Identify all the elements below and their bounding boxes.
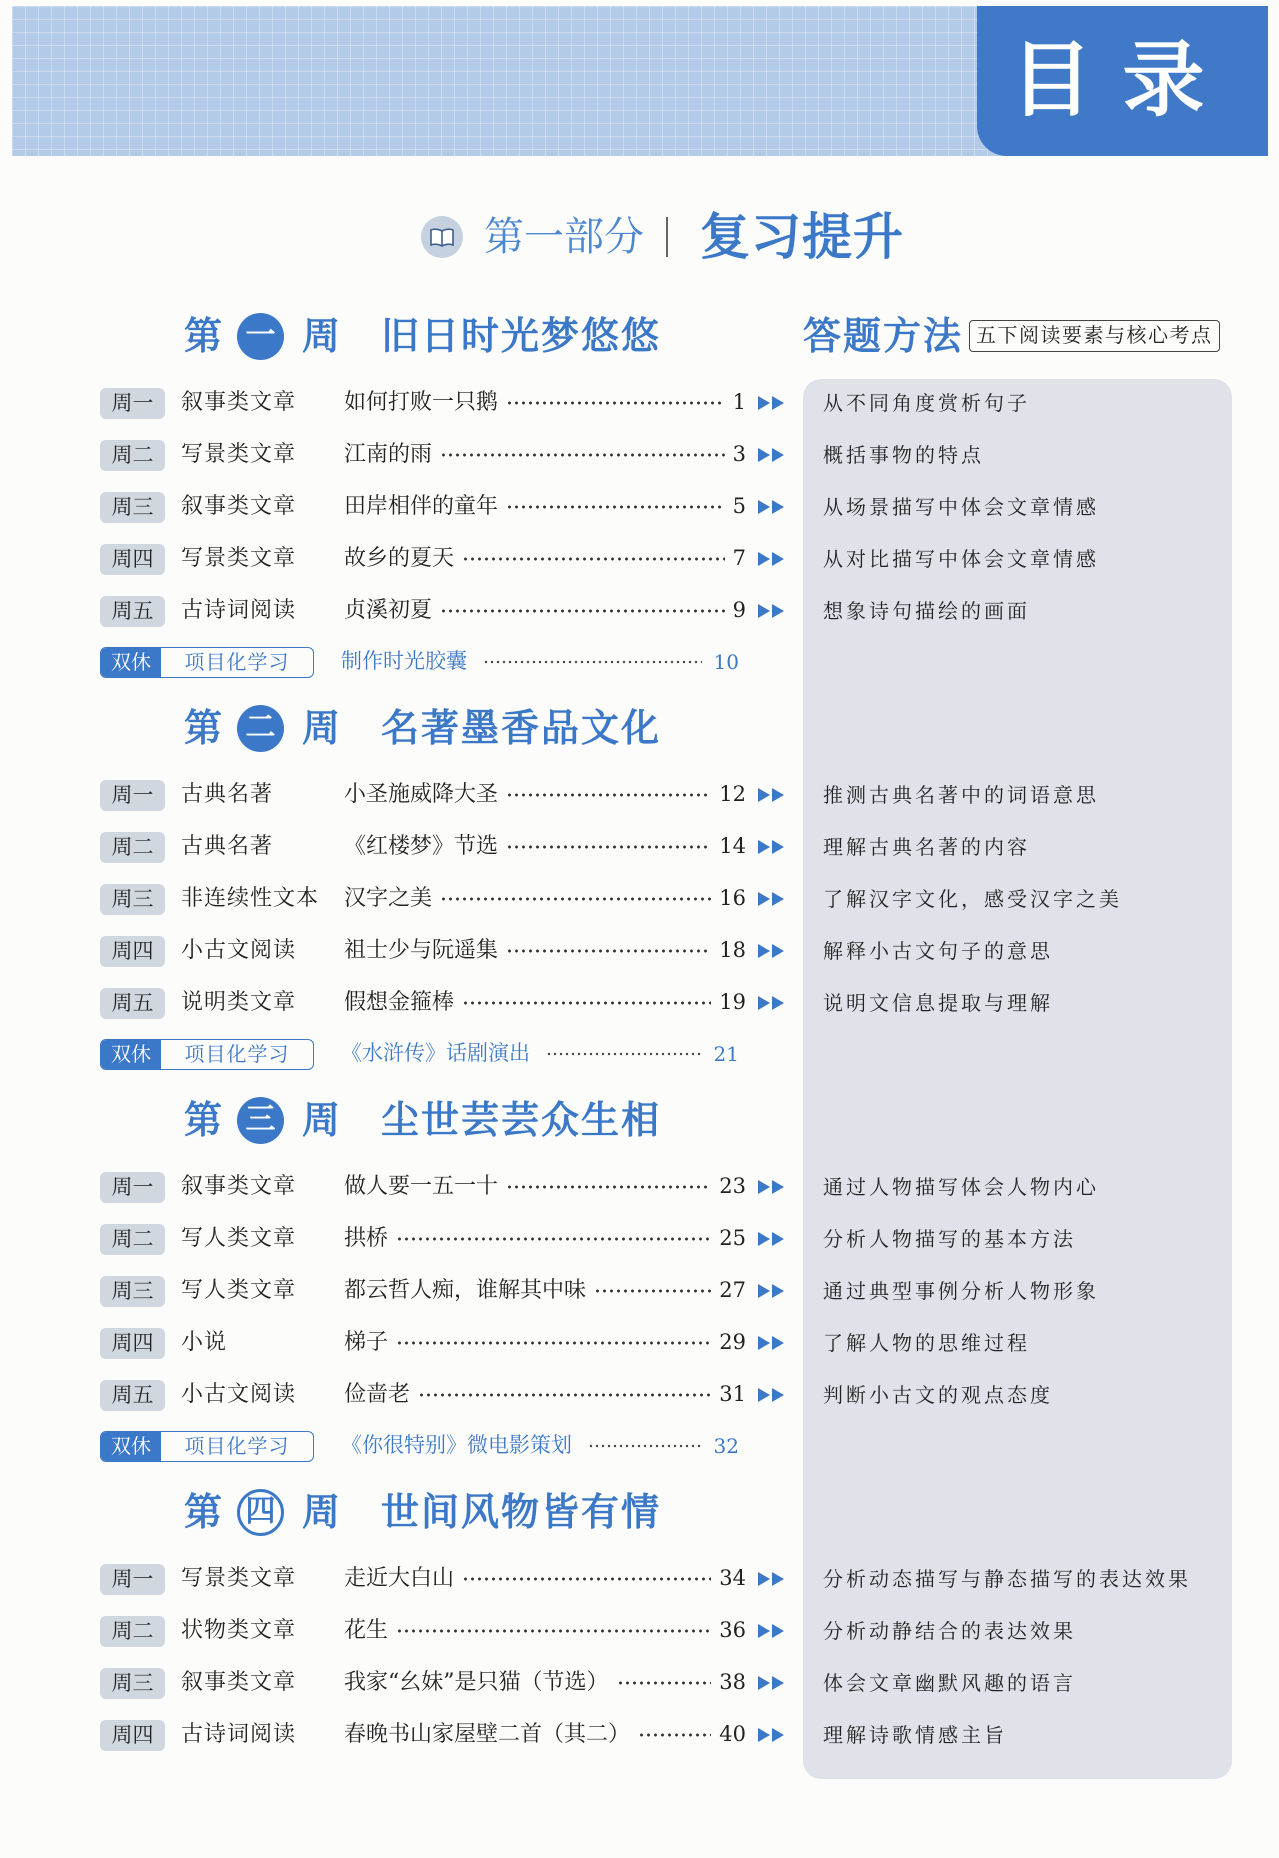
double-arrow-icon — [758, 943, 786, 959]
method-text: 判断小古文的观点态度 — [823, 1383, 1053, 1407]
lesson-title: 假想金箍棒 — [344, 989, 455, 1015]
lesson-entry — [344, 1278, 746, 1304]
lesson-title: 如何打败一只鹅 — [344, 389, 499, 415]
week-number-badge: 三 — [237, 1097, 284, 1144]
lesson-row — [100, 533, 1232, 585]
method-text: 从对比描写中体会文章情感 — [823, 547, 1099, 571]
lesson-title: 祖士少与阮遥集 — [344, 937, 499, 963]
lesson-category: 古诗词阅读 — [181, 597, 297, 623]
page-title: 目录 — [1010, 33, 1235, 128]
lesson-entry — [344, 1174, 746, 1200]
method-text: 概括事物的特点 — [823, 443, 984, 467]
lesson-row — [100, 769, 1232, 821]
project-entry — [341, 1041, 739, 1066]
dot-leader — [588, 1443, 702, 1449]
project-label: 项目化学习 — [184, 1433, 290, 1458]
page-number: 34 — [719, 1566, 746, 1591]
lesson-entry — [344, 1226, 746, 1252]
dot-leader — [396, 1236, 711, 1242]
lesson-category: 古诗词阅读 — [181, 1721, 297, 1747]
lesson-row — [100, 429, 1232, 481]
dot-leader — [462, 1000, 711, 1006]
lesson-title: 俭啬老 — [344, 1381, 411, 1407]
double-arrow-icon — [758, 1727, 786, 1743]
day-badge: 周五 — [100, 596, 165, 627]
page-number: 1 — [732, 390, 746, 415]
day-badge: 周五 — [100, 988, 165, 1019]
double-arrow-icon — [758, 787, 786, 803]
method-text: 解释小古文句子的意思 — [823, 939, 1053, 963]
lesson-row — [100, 873, 1232, 925]
week-title: 世间风物皆有情 — [381, 1490, 662, 1534]
method-text: 分析动态描写与静态描写的表达效果 — [823, 1567, 1191, 1591]
page-number: 21 — [713, 1042, 739, 1066]
method-text: 通过典型事例分析人物形象 — [823, 1279, 1099, 1303]
double-arrow-icon — [758, 1623, 786, 1639]
week-number-badge: 一 — [237, 313, 284, 360]
day-badge: 周五 — [100, 1380, 165, 1411]
page-number: 19 — [719, 990, 746, 1015]
method-text: 从场景描写中体会文章情感 — [823, 495, 1099, 519]
double-arrow-icon — [758, 551, 786, 567]
part-label: 第一部分 — [484, 214, 644, 260]
lesson-category: 古典名著 — [181, 781, 274, 807]
week-suffix: 周 — [302, 706, 341, 750]
method-text: 体会文章幽默风趣的语言 — [823, 1671, 1076, 1695]
day-badge: 周四 — [100, 1720, 165, 1751]
day-badge: 周三 — [100, 492, 165, 523]
dot-leader — [506, 1184, 711, 1190]
double-arrow-icon — [758, 447, 786, 463]
project-badge — [100, 647, 314, 678]
double-arrow-icon — [758, 995, 786, 1011]
project-entry — [341, 1433, 739, 1458]
day-badge: 周四 — [100, 1328, 165, 1359]
day-badge: 周二 — [100, 1224, 165, 1255]
dot-leader — [462, 556, 725, 562]
week-suffix: 周 — [302, 1490, 341, 1534]
dot-leader — [440, 608, 725, 614]
lesson-title: 都云哲人痴，谁解其中味 — [344, 1277, 587, 1303]
dot-leader — [396, 1628, 711, 1634]
lesson-entry — [344, 1330, 746, 1356]
day-badge: 周一 — [100, 1172, 165, 1203]
lesson-entry — [344, 990, 746, 1016]
lesson-category: 写人类文章 — [181, 1225, 297, 1251]
lesson-category: 写景类文章 — [181, 1565, 297, 1591]
lesson-row — [100, 1369, 1232, 1421]
week-prefix: 第 — [184, 706, 223, 750]
lesson-entry — [344, 494, 746, 520]
dot-leader — [440, 896, 711, 902]
lesson-row — [100, 1317, 1232, 1369]
project-row — [100, 637, 1232, 687]
day-badge: 周三 — [100, 884, 165, 915]
double-arrow-icon — [758, 1571, 786, 1587]
lesson-category: 叙事类文章 — [181, 493, 297, 519]
double-arrow-icon — [758, 1387, 786, 1403]
dot-leader — [506, 792, 711, 798]
lesson-category: 古典名著 — [181, 833, 274, 859]
lesson-row — [100, 585, 1232, 637]
double-arrow-icon — [758, 499, 786, 515]
lesson-row — [100, 1657, 1232, 1709]
lesson-entry — [344, 1722, 746, 1748]
day-badge: 周三 — [100, 1668, 165, 1699]
page-number: 18 — [719, 938, 746, 963]
double-arrow-icon — [758, 1675, 786, 1691]
lesson-entry — [344, 834, 746, 860]
lesson-title: 江南的雨 — [344, 441, 433, 467]
week-prefix: 第 — [184, 1490, 223, 1534]
lesson-category: 小说 — [181, 1329, 228, 1355]
lesson-entry — [344, 782, 746, 808]
day-badge: 周一 — [100, 780, 165, 811]
dot-leader — [396, 1340, 711, 1346]
lesson-entry — [344, 1618, 746, 1644]
dot-leader — [546, 1051, 702, 1057]
lesson-entry — [344, 598, 746, 624]
lesson-category: 写景类文章 — [181, 441, 297, 467]
dot-leader — [462, 1576, 711, 1582]
project-title: 《水浒传》话剧演出 — [341, 1041, 530, 1066]
day-badge: 周二 — [100, 440, 165, 471]
lesson-entry — [344, 938, 746, 964]
day-badge: 周二 — [100, 832, 165, 863]
lesson-title: 汉字之美 — [344, 885, 433, 911]
page-number: 27 — [719, 1278, 746, 1303]
project-label: 项目化学习 — [184, 1041, 290, 1066]
week-header — [100, 1471, 1232, 1553]
part-title: 复习提升 — [700, 208, 904, 266]
week-suffix: 周 — [302, 314, 341, 358]
page-number: 12 — [719, 782, 746, 807]
lesson-row — [100, 377, 1232, 429]
day-badge: 周一 — [100, 388, 165, 419]
lesson-title: 《红楼梦》节选 — [344, 833, 499, 859]
lesson-category: 叙事类文章 — [181, 1669, 297, 1695]
lesson-title: 走近大白山 — [344, 1565, 455, 1591]
method-text: 了解汉字文化，感受汉字之美 — [823, 887, 1122, 911]
project-label: 项目化学习 — [184, 649, 290, 674]
lesson-row — [100, 1605, 1232, 1657]
day-badge: 周一 — [100, 1564, 165, 1595]
double-arrow-icon — [758, 603, 786, 619]
lesson-row — [100, 821, 1232, 873]
method-text: 分析人物描写的基本方法 — [823, 1227, 1076, 1251]
dot-leader — [506, 504, 725, 510]
lesson-row — [100, 1213, 1232, 1265]
lesson-row — [100, 1161, 1232, 1213]
lesson-title: 拱桥 — [344, 1225, 389, 1251]
double-arrow-icon — [758, 891, 786, 907]
weekend-label: 双休 — [101, 648, 161, 677]
double-arrow-icon — [758, 1179, 786, 1195]
lesson-title: 田岸相伴的童年 — [344, 493, 499, 519]
project-row — [100, 1029, 1232, 1079]
week-section — [100, 1079, 1232, 1471]
lesson-title: 故乡的夏天 — [344, 545, 455, 571]
lesson-title: 春晚书山家屋壁二首（其二） — [344, 1721, 631, 1747]
lesson-entry — [344, 1670, 746, 1696]
dot-leader — [440, 452, 725, 458]
week-title: 名著墨香品文化 — [381, 706, 662, 750]
method-text: 从不同角度赏析句子 — [823, 391, 1030, 415]
dot-leader — [638, 1732, 711, 1738]
week-title: 尘世芸芸众生相 — [381, 1098, 662, 1142]
day-badge: 周三 — [100, 1276, 165, 1307]
week-header — [100, 1079, 1232, 1161]
lesson-title: 贞溪初夏 — [344, 597, 433, 623]
lesson-category: 状物类文章 — [181, 1617, 297, 1643]
page-number: 40 — [719, 1722, 746, 1747]
dot-leader — [506, 844, 711, 850]
lesson-entry — [344, 1566, 746, 1592]
page-number: 16 — [719, 886, 746, 911]
method-text: 推测古典名著中的词语意思 — [823, 783, 1099, 807]
lesson-category: 小古文阅读 — [181, 1381, 297, 1407]
dot-leader — [506, 400, 725, 406]
lesson-category: 非连续性文本 — [181, 885, 320, 911]
day-badge: 周四 — [100, 544, 165, 575]
week-section — [100, 687, 1232, 1079]
double-arrow-icon — [758, 395, 786, 411]
dot-leader — [418, 1392, 711, 1398]
lesson-category: 小古文阅读 — [181, 937, 297, 963]
header-banner — [12, 6, 1268, 156]
page-number: 14 — [719, 834, 746, 859]
lesson-category: 写人类文章 — [181, 1277, 297, 1303]
book-icon — [421, 216, 463, 258]
lesson-row — [100, 1553, 1232, 1605]
lesson-category: 写景类文章 — [181, 545, 297, 571]
double-arrow-icon — [758, 1231, 786, 1247]
project-entry — [341, 649, 739, 674]
lesson-category: 叙事类文章 — [181, 389, 297, 415]
project-title: 制作时光胶囊 — [341, 649, 467, 674]
page-number: 29 — [719, 1330, 746, 1355]
lesson-title: 我家“幺妹”是只猫（节选） — [344, 1669, 609, 1695]
page-number: 7 — [732, 546, 746, 571]
method-text: 了解人物的思维过程 — [823, 1331, 1030, 1355]
week-number-badge: 四 — [237, 1489, 284, 1536]
page-number: 5 — [732, 494, 746, 519]
lesson-entry — [344, 1382, 746, 1408]
project-title: 《你很特别》微电影策划 — [341, 1433, 572, 1458]
week-section — [100, 1471, 1232, 1761]
lesson-row — [100, 977, 1232, 1029]
method-text: 说明文信息提取与理解 — [823, 991, 1053, 1015]
dot-leader — [483, 659, 702, 665]
method-title: 答题方法 — [803, 314, 964, 358]
week-header — [100, 687, 1232, 769]
week-suffix: 周 — [302, 1098, 341, 1142]
week-prefix: 第 — [184, 314, 223, 358]
lesson-category: 叙事类文章 — [181, 1173, 297, 1199]
page-number: 3 — [732, 442, 746, 467]
week-title: 旧日时光梦悠悠 — [381, 314, 662, 358]
lesson-title: 做人要一五一十 — [344, 1173, 499, 1199]
project-badge — [100, 1039, 314, 1070]
day-badge: 周四 — [100, 936, 165, 967]
page-number: 38 — [719, 1670, 746, 1695]
lesson-row — [100, 481, 1232, 533]
method-text: 理解古典名著的内容 — [823, 835, 1030, 859]
double-arrow-icon — [758, 839, 786, 855]
table-of-contents — [100, 295, 1232, 1761]
method-text: 理解诗歌情感主旨 — [823, 1723, 1007, 1747]
lesson-title: 梯子 — [344, 1329, 389, 1355]
title-tab — [977, 6, 1268, 156]
lesson-entry — [344, 442, 746, 468]
dot-leader — [594, 1288, 711, 1294]
lesson-entry — [344, 886, 746, 912]
lesson-entry — [344, 546, 746, 572]
page-number: 31 — [719, 1382, 746, 1407]
lesson-entry — [344, 390, 746, 416]
lesson-row — [100, 1709, 1232, 1761]
double-arrow-icon — [758, 1283, 786, 1299]
page-number: 10 — [713, 650, 739, 674]
project-row — [100, 1421, 1232, 1471]
project-badge — [100, 1431, 314, 1462]
page-number: 23 — [719, 1174, 746, 1199]
method-text: 分析动静结合的表达效果 — [823, 1619, 1076, 1643]
week-section — [100, 295, 1232, 687]
lesson-row — [100, 1265, 1232, 1317]
lesson-category: 说明类文章 — [181, 989, 297, 1015]
week-header — [100, 295, 1232, 377]
page-number: 36 — [719, 1618, 746, 1643]
page-number: 32 — [713, 1434, 739, 1458]
week-prefix: 第 — [184, 1098, 223, 1142]
page-number: 25 — [719, 1226, 746, 1251]
double-arrow-icon — [758, 1335, 786, 1351]
part-divider — [666, 217, 668, 257]
lesson-row — [100, 925, 1232, 977]
lesson-title: 花生 — [344, 1617, 389, 1643]
dot-leader — [617, 1680, 712, 1686]
dot-leader — [506, 948, 711, 954]
part-header — [421, 208, 904, 266]
method-text: 通过人物描写体会人物内心 — [823, 1175, 1099, 1199]
method-text: 想象诗句描绘的画面 — [823, 599, 1030, 623]
page-number: 9 — [732, 598, 746, 623]
lesson-title: 小圣施威降大圣 — [344, 781, 499, 807]
weekend-label: 双休 — [101, 1432, 161, 1461]
day-badge: 周二 — [100, 1616, 165, 1647]
weekend-label: 双休 — [101, 1040, 161, 1069]
week-number-badge: 二 — [237, 705, 284, 752]
method-subtitle-box: 五下阅读要素与核心考点 — [969, 320, 1220, 352]
